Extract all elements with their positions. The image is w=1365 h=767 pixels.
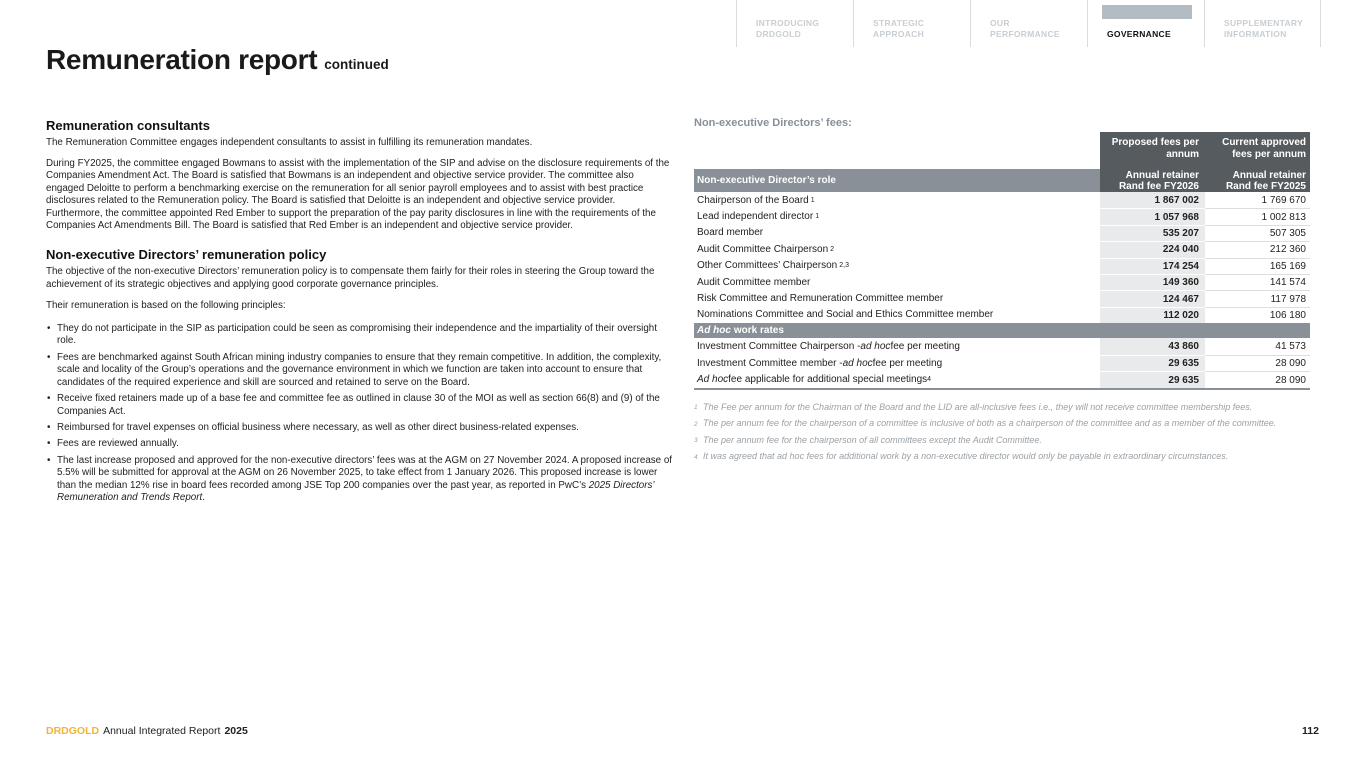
fy2025-column-header: Annual retainer Rand fee FY2025 xyxy=(1205,169,1310,192)
table-row xyxy=(694,307,1310,323)
tab-label: INTRODUCING xyxy=(756,18,820,28)
footnote: 4 It was agreed that ad hoc fees for additional work by a non-executive director would only be payable in extraordinary circumstances. xyxy=(694,451,1229,462)
tab-label: OUR xyxy=(990,18,1010,28)
page-title-wrap xyxy=(46,44,389,76)
fy2025-cell: 165 169 xyxy=(1205,258,1310,274)
role-cell: Investment Committee Chairperson - ad hoc fee per meeting xyxy=(697,340,960,352)
fy2025-cell: 106 180 xyxy=(1205,307,1310,323)
role-cell: Other Committees’ Chairperson 2,3 xyxy=(697,260,849,272)
fy2025-cell: 507 305 xyxy=(1205,225,1310,241)
tab-label: SUPPLEMENTARY xyxy=(1224,18,1303,28)
principles-list xyxy=(46,323,674,504)
footnotes xyxy=(694,402,1310,464)
role-cell: Chairperson of the Board 1 xyxy=(697,194,815,206)
tab-label: INFORMATION xyxy=(1224,29,1287,39)
fees-table xyxy=(694,132,1310,390)
report-title-italic: 2025 Directors’ Remuneration and Trends Report xyxy=(57,479,655,503)
fy2025-cell: 1 769 670 xyxy=(1261,194,1306,206)
fy2026-cell: 1 057 968 xyxy=(1100,208,1205,224)
fy2025-cell: 141 574 xyxy=(1205,274,1310,290)
footer-report-name: DRDGOLD Annual Integrated Report 2025 xyxy=(46,725,248,737)
paragraph: The objective of the non-executive Directors’ remuneration policy is to compensate them fairly for their roles in steering the Group toward the achievement of its strategic objectives and applying good corporate governance principles. xyxy=(46,266,655,290)
table-row xyxy=(694,208,1310,224)
role-cell: Audit Committee Chairperson 2 xyxy=(697,243,835,255)
role-cell: Board member xyxy=(697,227,764,239)
fees-table-heading: Non-executive Directors’ fees: xyxy=(694,117,852,129)
fy2026-cell: 174 254 xyxy=(1100,258,1205,274)
brand-name: DRDGOLD xyxy=(46,725,100,737)
tab-strategic-approach[interactable] xyxy=(853,0,970,47)
table-row xyxy=(694,371,1310,388)
role-cell: Ad hoc fee applicable for additional special meetings 4 xyxy=(697,374,932,386)
table-row xyxy=(694,274,1310,290)
fy2025-cell: 212 360 xyxy=(1205,241,1310,257)
section-heading-remuneration-consultants: Remuneration consultants xyxy=(46,118,210,133)
body-text-column xyxy=(46,118,674,508)
table-row xyxy=(694,241,1310,257)
fy2025-cell: 28 090 xyxy=(1205,355,1310,372)
current-fees-header: Current approved fees per annum xyxy=(1205,132,1310,169)
page-number: 112 xyxy=(1302,725,1319,737)
role-cell: Audit Committee member xyxy=(697,276,811,288)
list-item: • They do not participate in the SIP as participation could be seen as compromising their independence and the impartiality of their oversight role. xyxy=(46,323,674,348)
role-cell: Nominations Committee and Social and Ethics Committee member xyxy=(697,309,994,321)
page-footer xyxy=(46,725,1319,737)
tab-label: GOVERNANCE xyxy=(1107,29,1171,39)
table-row xyxy=(694,225,1310,241)
section-heading-ned-remuneration-policy: Non-executive Directors’ remuneration policy xyxy=(46,247,327,263)
table-bottom-border xyxy=(694,388,1310,390)
paragraph: During FY2025, the committee engaged Bowmans to assist with the implementation of the SIP and advise on the disclosure requirements of the Companies Amendment Act. The Board is satisfied that Bowmans is an independent and objective service provider. The committee also engaged Deloitte to perform a benchmarking exercise on the remuneration for all senior payroll employees and to assist with best practice disclosures related to the Remuneration policy. The Board is satisfied that Deloitte is an independent and objective service provider. Furthermore, the committee appointed Red Ember to support the preparation of the pay parity disclosures in line with the requirements of the Companies Act Amendments Bill. The Board is satisfied that Red Ember is an independent and objective service provider. xyxy=(46,157,670,231)
table-row xyxy=(694,192,1310,208)
table-header-row-2 xyxy=(694,169,1310,192)
page-title-suffix: continued xyxy=(324,57,389,72)
tab-supplementary-information[interactable] xyxy=(1204,0,1321,47)
table-row xyxy=(694,258,1310,274)
fees-column xyxy=(694,117,1310,468)
section-nav xyxy=(736,0,1321,47)
footnote: 1 The Fee per annum for the Chairman of the Board and the LID are all-inclusive fees i.e., they will not receive committee membership fees. xyxy=(694,401,1253,412)
fy2025-cell: 28 090 xyxy=(1205,371,1310,388)
fy2025-cell: 117 978 xyxy=(1205,290,1310,306)
fy2025-cell: 41 573 xyxy=(1275,340,1306,352)
role-cell: Lead independent director 1 xyxy=(697,211,820,223)
list-item: • The last increase proposed and approved for the non-executive directors’ fees was at the AGM on 27 November 2024. A proposed increase of 5.5% will be submitted for approval at the AGM on 26 November 2025, to take effect from 1 January 2026. This proposed increase is lower than the median 12% rise in board fees recorded among JSE Top 200 companies over the past year, as reported in PwC’s 2025 Directors’ Remuneration and Trends Report. xyxy=(46,455,674,505)
table-row xyxy=(694,290,1310,306)
fy2026-cell: 1 867 002 xyxy=(1100,192,1205,208)
tab-label: DRDGOLD xyxy=(756,29,802,39)
active-tab-indicator xyxy=(1102,5,1192,19)
tab-governance[interactable] xyxy=(1087,0,1204,47)
role-cell: Risk Committee and Remuneration Committee member xyxy=(697,293,944,305)
fy2026-cell: 224 040 xyxy=(1100,241,1205,257)
list-item: • Fees are reviewed annually. xyxy=(46,438,674,450)
empty-header-cell xyxy=(694,132,1100,169)
role-cell: Investment Committee member - ad hoc fee per meeting xyxy=(697,357,943,369)
proposed-fees-header: Proposed fees per annum xyxy=(1100,132,1205,169)
tab-introducing-drdgold[interactable] xyxy=(736,0,853,47)
fy2025-cell: 1 002 813 xyxy=(1205,208,1310,224)
footnote: 3 The per annum fee for the chairperson of all committees except the Audit Committee. xyxy=(694,434,1042,445)
table-header-row-1 xyxy=(694,132,1310,169)
fy2026-cell: 43 860 xyxy=(1100,338,1205,355)
fy2026-cell: 29 635 xyxy=(1100,371,1205,388)
footnote: 2 The per annum fee for the chairperson of a committee is inclusive of both as a chairperson of the committee and as a member of the committee. xyxy=(694,418,1277,429)
paragraph: The Remuneration Committee engages independent consultants to assist in fulfilling its remuneration mandates. xyxy=(46,137,533,148)
fy2026-column-header: Annual retainer Rand fee FY2026 xyxy=(1100,169,1205,192)
list-item: • Receive fixed retainers made up of a base fee and committee fee as outlined in clause 30 of the MOI as well as section 66(8) and (9) of the Companies Act. xyxy=(46,393,674,418)
role-column-header: Non-executive Director’s role xyxy=(694,169,1100,192)
tab-our-performance[interactable] xyxy=(970,0,1087,47)
adhoc-section-bar: Ad hoc work rates xyxy=(694,323,1310,338)
fy2026-cell: 535 207 xyxy=(1100,225,1205,241)
fy2026-cell: 124 467 xyxy=(1100,290,1205,306)
tab-label: APPROACH xyxy=(873,29,925,39)
tab-label: STRATEGIC xyxy=(873,18,925,28)
list-item: • Reimbursed for travel expenses on official business where necessary, as well as other direct business-related expenses. xyxy=(46,422,674,434)
paragraph: Their remuneration is based on the following principles: xyxy=(46,299,286,311)
table-row xyxy=(694,338,1310,355)
fy2026-cell: 149 360 xyxy=(1100,274,1205,290)
page-title: Remuneration report xyxy=(46,44,318,75)
tab-label: PERFORMANCE xyxy=(990,29,1060,39)
fy2026-cell: 112 020 xyxy=(1100,307,1205,323)
list-item: • Fees are benchmarked against South African mining industry companies to ensure that they remain competitive. In addition, the complexity, scale and locality of the Group’s operations and the governance environment in which we function are taken into account to ensure that candidates of the required experience and skill are sourced and retained to serve on the Board. xyxy=(46,352,674,389)
fy2026-cell: 29 635 xyxy=(1100,355,1205,372)
table-row xyxy=(694,355,1310,372)
